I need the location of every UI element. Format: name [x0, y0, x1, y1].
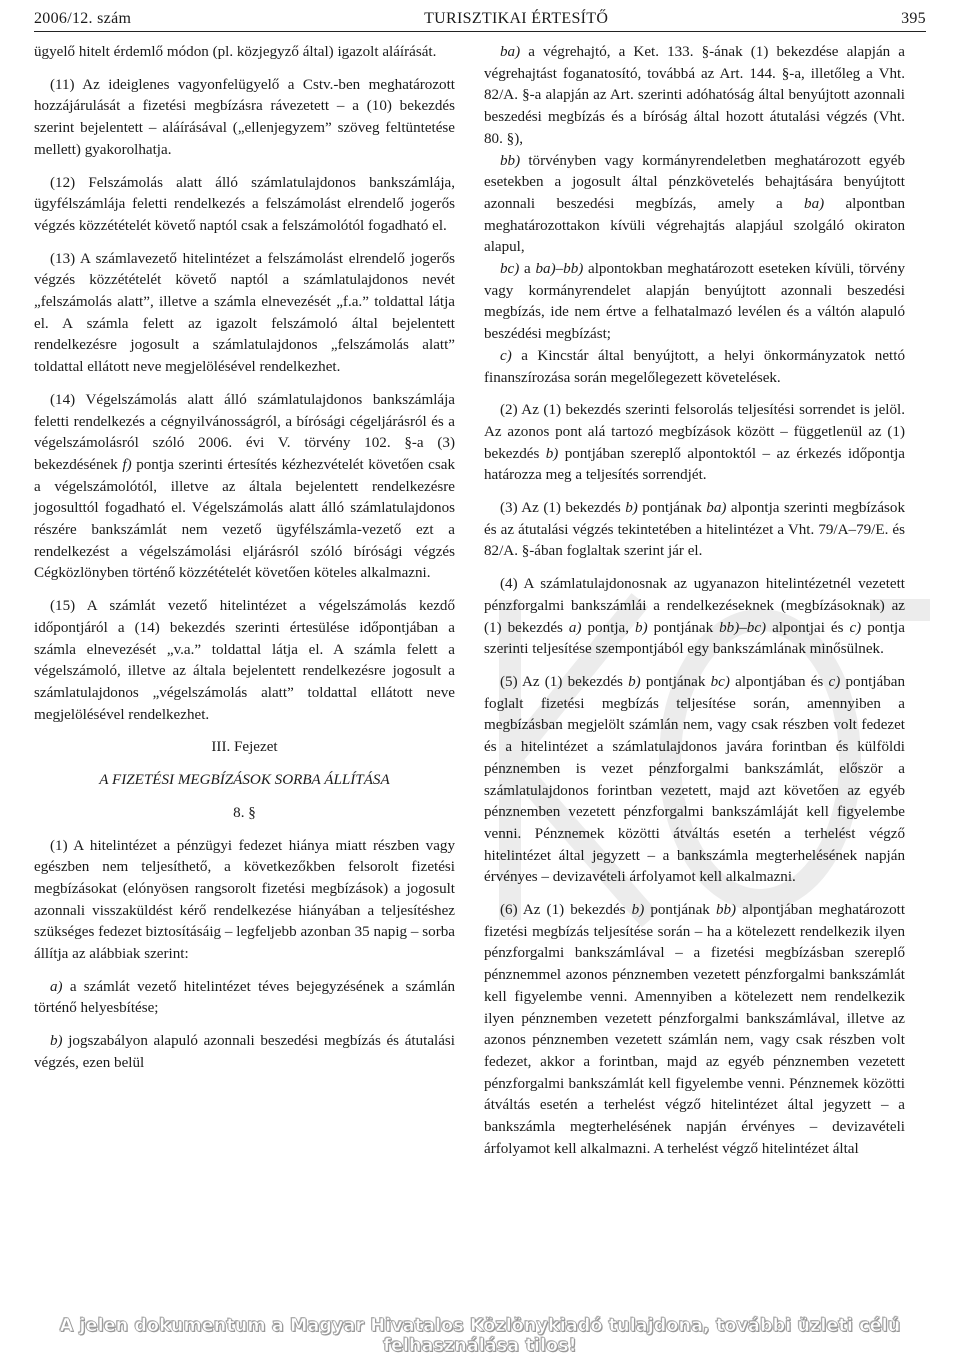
subpoint-bb-text-1: törvényben vagy kormányrendeletben meghatározott egyéb esetekben a jogosult által pénzkövetelés behajtására benyújtott azonnali beszedési megbízás, amely a [484, 152, 905, 212]
paragraph-6-text-c: alpontjában meghatározott fizetési megbízás teljesítése során – ha a kötelezett rendelkezik ilyen pénzforgalmi bankszámlával – a fizetési megbízásban szereplő pénznemmel azonos pénznemben vezetett pénzforgalmi bankszámlát kell figyelembe venni. Amennyiben a kötelezett nem rendelkezik ilyen pénznemben vezetett pénzforgalmi bankszámlával, illetve az azonos pénznemben vezetett számlán nem, vagy csak részben volt fedezet, akkor a forintban, majd az egyéb pénznemben vezetett pénzforgalmi bankszámlát kell figyelembe venni. Pénznemek közötti átváltás esetén a terhelést végző hitelintézet által jegyzett – a bankszámla megterhelésének napján érvényes – devizavételi árfolyamot kell alkalmazni. A terhelést végző hitelintézet által [484, 902, 906, 1157]
section-8-paragraph-4 [484, 574, 905, 661]
paragraph-4-text-d: alpontjai és [766, 619, 850, 636]
point-a-mark: a) [50, 978, 63, 995]
paragraph-5-text-b: pontjának [640, 673, 711, 690]
subpoint-ba [484, 42, 905, 151]
paragraph-6-ref-bb: bb) [715, 902, 737, 919]
paragraph-4-ref-b: b) [635, 619, 648, 636]
page-number: 395 [901, 10, 926, 27]
paragraph-continuation: ügyelő hitelt érdemlő módon (pl. közjegyző által) igazolt aláírását. [34, 44, 437, 60]
point-b-text: jogszabályon alapuló azonnali beszedési megbízás és átutalási végzés, ezen belül [34, 1033, 455, 1071]
paragraph-4-text-e: pontja szerinti teljesítése szempontjából egy bankszámlának minősülnek. [484, 619, 905, 658]
subpoint-bc [484, 259, 905, 346]
point-a-text: a számlát vezető hitelintézet téves bejegyzésének a számlán történő helyesbítése; [34, 978, 455, 1017]
paragraph-6-text-a: (6) Az (1) bekezdés [500, 902, 632, 919]
paragraph-3-text-c: alpontja szerinti megbízások és az átutalási végzés tekintetében a hitelintézet a Vht. 79/A–79/E. és 82/A. §-ában foglaltak szerint jár el. [484, 500, 905, 560]
paragraph-6-text-b: pontjának [644, 902, 716, 919]
point-a [34, 977, 455, 1020]
paragraph-4-ref-bbbc: bb)–bc) [719, 619, 767, 636]
section-8-paragraph-6 [484, 900, 905, 1160]
subpoint-bb-mark: bb) [500, 152, 521, 169]
paragraph-5-text-a: (5) Az (1) bekezdés [500, 673, 629, 690]
subpoint-bc-ref: ba)–bb) [535, 261, 584, 278]
subpoint-ba-text: a végrehajtó, a Ket. 133. §-ának (1) bekezdése alapján a végrehajtást foganatosító, továbbá az Art. 144. §-a, illetőleg a Vht. 82/A. §-a alapján az Art. szerinti adóhatóság által benyújtott azonnali beszedési megbízás és a bíróság által hozott átutalási végzés (Vht. 80. §), [484, 44, 905, 147]
subpoint-bb-ref: ba) [804, 195, 825, 212]
subpoint-ba-mark: ba) [500, 44, 521, 60]
paragraph-2-ref: b) [545, 445, 559, 462]
paragraph-4-ref-c: c) [849, 619, 862, 636]
paragraph-3-text-b: pontjának [637, 500, 707, 517]
paragraph-13: (13) A számlavezető hitelintézet a felszámolást elrendelő jogerős végzés közzétételét követő naptól a számlatulajdonos nevét „felszámolás alatt”, illetve a számla elnevezését „f.a.” toldattal látja el. A számla felett az igazolt felszámoló által bejelentett rendelkezésre jogosult a számlatulajdonos „felszámolás alatt” toldattal ellátott neve megjelölésével rendelkezhet. [34, 250, 455, 376]
paragraph-4-text-a: (4) A számlatulajdonosnak az ugyanazon hitelintézetnél vezetett pénzforgalmi bankszámlái a rendelkezéseknek (megbízásoknak) az (1) bekezdés [484, 576, 905, 636]
paragraph-12: (12) Felszámolás alatt álló számlatulajdonos bankszámlája, ügyfélszámlája feletti rendelkezés a felszámolást elrendelő jogerős végzés közzétételét követő naptól csak a felszámolótól fogadható el. [34, 174, 455, 234]
point-c [484, 346, 905, 389]
paragraph-14-text-a: (14) Végelszámolás alatt álló számlatulajdonos bankszámlája feletti rendelkezés a cégnyilvánosságról, a bírósági cégeljárásról és a végelszámolásról szóló 2006. évi V. törvény 102. §-a (3) bekezdésének [34, 391, 455, 473]
paragraph-2-text-a: (2) Az (1) bekezdés szerinti felsorolás teljesítési sorrendet is jelöl. Az azonos pont alá tartozó megbízások között – függetlenül az (1) bekezdés [484, 402, 905, 462]
paragraph-4-text-c: pontjának [647, 619, 720, 636]
paragraph-4-ref-a: a) [568, 619, 582, 636]
paragraph-3-ref-ba: ba) [706, 500, 727, 517]
paragraph-11: (11) Az ideiglenes vagyonfelügyelő a Cstv.-ben meghatározott hozzájárulását a fizetési megbízásra rávezetett – a (10) bekezdés szerint bejelentett – aláírásával („ellenjegyzem” szöveg feltüntetése mellett) gyakorolhatja. [34, 76, 455, 158]
chapter-heading: III. Fejezet [211, 739, 278, 756]
chapter-title: A FIZETÉSI MEGBÍZÁSOK SORBA ÁLLÍTÁSA [99, 772, 390, 789]
paragraph-14 [34, 390, 455, 585]
section-8-paragraph-5 [484, 672, 905, 889]
subpoint-bb-text-2: alpontban meghatározottakon kívüli végrehajtás alapjául szolgáló okiraton alapul, [484, 195, 905, 256]
publication-title: TURISZTIKAI ÉRTESÍTŐ [424, 10, 609, 27]
issue-number: 2006/12. szám [34, 10, 132, 27]
subpoint-bb [484, 151, 905, 260]
paragraph-14-text-b: pontja szerinti értesítés kézhezvételét követően csak a végelszámolótól, illetve az általa bejelentett rendelkezésre jogosulttól fogadható el. Végelszámolás alatt álló számlatulajdonos részére bankszámlát nem vezető ügyfélszámla-vezető ezt a rendelkezést a végelszámolási eljárásról szóló bírósági végzés Cégközlönyben történő közzétételét követően köteles alkalmazni. [34, 456, 455, 582]
left-column [34, 42, 455, 1086]
paragraph-5-ref-bc: bc) [710, 673, 730, 690]
subpoint-bc-text-2: alpontokban meghatározott eseteken kívüli, törvény vagy kormányrendelet alapján benyújtott azonnali beszedési megbízás, ide nem értve a felhatalmazó levélen és a váltón alapuló beszédési megbízást; [484, 261, 906, 343]
paragraph-5-ref-c: c) [828, 673, 841, 690]
subpoint-bc-mark: bc) [500, 261, 520, 278]
section-8-paragraph-2 [484, 400, 905, 487]
point-b [34, 1031, 455, 1074]
right-column [484, 42, 905, 1171]
paragraph-4-text-b: pontja, [581, 619, 636, 636]
paragraph-14-point-ref: f) [122, 456, 132, 473]
copyright-notice: A jelen dokumentum a Magyar Hivatalos Közlönykiadó tulajdona, további üzleti célú felhasználása tilos! [59, 1316, 901, 1356]
paragraph-6-ref-b: b) [631, 902, 645, 919]
paragraph-15: (15) A számlát vezető hitelintézet a végelszámolás kezdő időpontjáról a (14) bekezdés szerinti értesülése időpontjában a számla elnevezését „v.a.” toldattal látja el. A számla felett a végelszámoló, illetve az általa bejelentett rendelkezésre jogosult a számlatulajdonos „végelszámolás alatt” toldattal ellátott neve megjelölésével rendelkezhet. [34, 598, 455, 723]
section-8-paragraph-1: (1) A hitelintézet a pénzügyi fedezet hiánya miatt részben vagy egészben nem teljesíthető, a következőkben felsorolt fizetési megbízásokat (elónyösen rangsorolt fizetési megbízások) a jogosult azonnali visszaküldést kérő rendelkezése hiányában a teljesítéshez szükséges fedezet biztosításáig – legfeljebb azonban 35 napig – sorba állítja az alábbiak szerint: [34, 837, 455, 963]
paragraph-3-ref-b: b) [625, 500, 638, 517]
paragraph-2-text-b: pontjában szereplő alpontoktól – az érkezés időpontja határozza meg a teljesítés sorrendjét. [484, 445, 905, 484]
point-c-text: a Kincstár által benyújtott, a helyi önkormányzatok nettó finanszírozása során megelőlegezett követelések. [484, 347, 905, 386]
paragraph-5-text-c: alpontjában és [729, 673, 829, 690]
section-8-paragraph-3 [484, 498, 905, 563]
paragraph-5-ref-b: b) [628, 673, 641, 690]
header-rule [34, 31, 926, 32]
paragraph-5-text-d: pontjában foglalt fizetési megbízás teljesítése során, amennyiben a megbízásban megjelölt számlán nem, vagy csak részben volt fedezet és a hitelintézet a számlatulajdonos javára forintban és külföldi pénznemben is vezet pénzforgalmi bankszámlát, először a számlatulajdonos forintban vezetett, majd azt követően az egyéb pénznemben vezetett pénzforgalmi bankszámláját kell figyelembe venni. Pénznemek közötti átváltás esetén a terhelést végző hitelintézet által jegyzett – a bankszámla megterhelésének napján érvényes – devizavételi árfolyamot kell alkalmazni. [484, 673, 905, 886]
paragraph-3-text-a: (3) Az (1) bekezdés [500, 500, 626, 517]
point-c-mark: c) [500, 347, 512, 364]
section-heading: 8. § [233, 804, 256, 821]
page-header [34, 6, 926, 32]
subpoint-bc-text-1: a [519, 261, 536, 278]
point-b-mark: b) [50, 1033, 63, 1050]
